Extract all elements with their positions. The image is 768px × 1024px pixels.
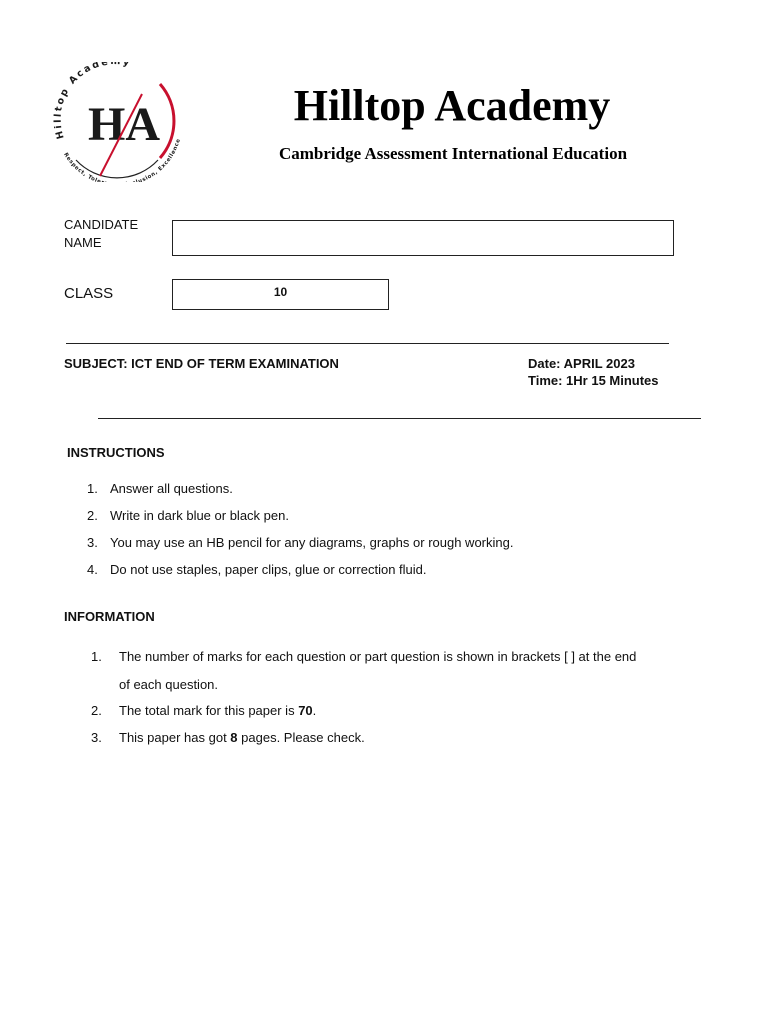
list-item: 1. The number of marks for each question or part question is shown in brackets [ ] at the end of each question. [91, 649, 637, 692]
information-list [91, 648, 731, 756]
list-item: 3. You may use an HB pencil for any diagrams, graphs or rough working. [87, 535, 514, 550]
class-value: 10 [273, 285, 288, 299]
class-field[interactable] [172, 279, 389, 310]
class-label: CLASS [64, 285, 114, 302]
list-item: 2. The total mark for this paper is 70. [91, 703, 317, 718]
candidate-name-field[interactable] [172, 220, 674, 256]
exam-subject: SUBJECT: ICT END OF TERM EXAMINATION [64, 356, 339, 371]
instructions-list [87, 480, 707, 588]
list-item: 2. Write in dark blue or black pen. [87, 508, 289, 523]
divider-bottom [98, 418, 701, 419]
exam-time: Time: 1Hr 15 Minutes [528, 373, 659, 388]
divider-top [66, 343, 669, 344]
logo-initials: HA [88, 98, 160, 151]
logo-arc-text-bottom: Respect, Tole usion, Excellence [62, 137, 182, 182]
instructions-heading: INSTRUCTIONS [67, 445, 165, 460]
page-title: Hilltop Academy [293, 81, 611, 130]
page-subtitle: Cambridge Assessment International Education [278, 144, 628, 163]
candidate-name-label: CANDIDATE NAME [64, 217, 139, 250]
list-item: 1. Answer all questions. [87, 481, 233, 496]
logo-arc-text-top: Hilltop Acade y [52, 62, 133, 141]
list-item: 4. Do not use staples, paper clips, glue or correction fluid. [87, 562, 427, 577]
exam-date: Date: APRIL 2023 [528, 356, 635, 371]
list-item: 3. This paper has got 8 pages. Please check. [91, 730, 365, 745]
information-heading: INFORMATION [64, 609, 155, 624]
